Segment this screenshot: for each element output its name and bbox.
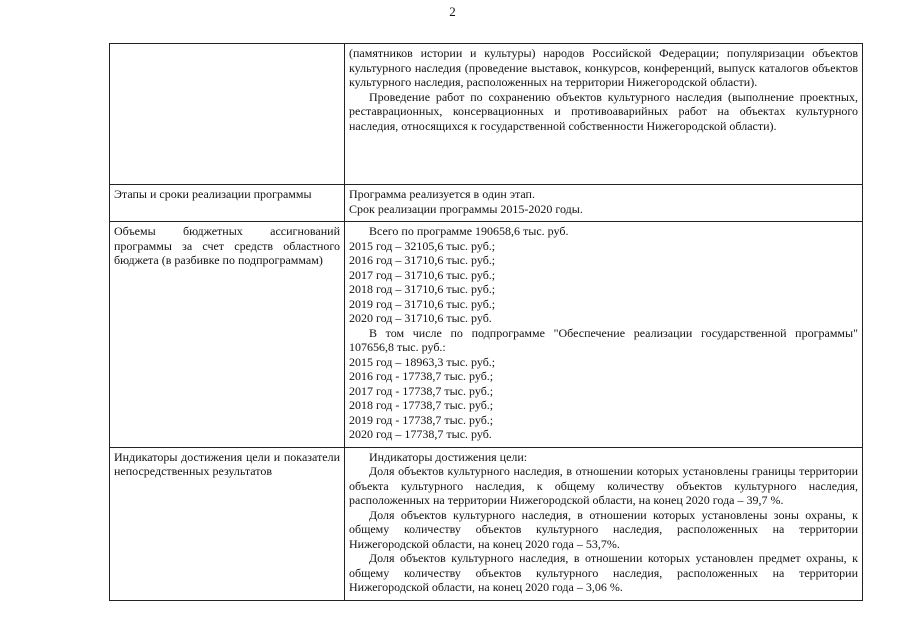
budget-year-line: 2020 год – 31710,6 тыс. руб. [349,311,492,325]
paragraph: (памятников истории и культуры) народов Российской Федерации; популяризации объектов культурного наследия (проведение выставок, конкурсов, конференций, выпуск каталогов объектов культурного наследия, расположенных на территории Нижегородской области). [349,46,858,89]
row-label-cell [110,44,345,185]
indicator-item: Доля объектов культурного наследия, в отношении которых установлен предмет охраны, к общему количеству объектов культурного наследия, расположенных на территории Нижегородской области, на конец 2020 года – 3,06 %. [349,551,858,594]
row-content-cell [345,44,863,185]
paragraph: Программа реализуется в один этап. [349,187,535,201]
table-row-budget [110,222,863,448]
page-number: 2 [449,4,456,19]
row-label-cell [110,222,345,448]
budget-total: Всего по программе 190658,6 тыс. руб. [369,224,569,238]
program-passport-table [109,43,863,601]
subprogram-year-line: 2015 год – 18963,3 тыс. руб.; [349,354,496,369]
subprogram-year-line: 2018 год - 17738,7 тыс. руб.; [349,398,494,412]
table-row-indicators [110,447,863,600]
row-content-cell [345,447,863,600]
table-row-activities [110,44,863,185]
subprogram-total: В том числе по подпрограмме "Обеспечение реализации государственной программы" 107656,8 тыс. руб.: [349,325,858,354]
indicators-heading: Индикаторы достижения цели: [369,449,528,464]
row-content-cell [345,222,863,448]
row-label-cell [110,185,345,222]
table-row-stages [110,185,863,222]
subprogram-year-line: 2020 год – 17738,7 тыс. руб. [349,427,492,441]
row-label-cell [110,447,345,600]
budget-year-line: 2015 год – 32105,6 тыс. руб.; [349,238,496,253]
budget-year-line: 2018 год – 31710,6 тыс. руб.; [349,282,496,296]
indicator-item: Доля объектов культурного наследия, в отношении которых установлены границы территории объекта культурного наследия, к общему количеству объектов культурного наследия, расположенных на территории Нижегородской области, на конец 2020 года – 39,7 %. [349,464,858,507]
subprogram-year-line: 2019 год - 17738,7 тыс. руб.; [349,412,494,427]
row-content-cell [345,185,863,222]
subprogram-year-line: 2017 год - 17738,7 тыс. руб.; [349,383,494,398]
paragraph: Проведение работ по сохранению объектов культурного наследия (выполнение проектных, реставрационных, консервационных и противоаварийных работ на объектах культурного наследия, относящихся к государственной собственности Нижегородской области). [349,89,858,133]
budget-year-line: 2019 год – 31710,6 тыс. руб.; [349,296,496,311]
row-label: Этапы и сроки реализации программы [114,187,312,201]
row-label: Объемы бюджетных ассигнований программы за счет средств областного бюджета (в разбивке по подпрограммам) [114,224,340,267]
budget-year-line: 2017 год – 31710,6 тыс. руб.; [349,267,496,282]
paragraph: Срок реализации программы 2015-2020 годы. [349,201,583,216]
row-label: Индикаторы достижения цели и показатели непосредственных результатов [114,449,340,478]
indicator-item: Доля объектов культурного наследия, в отношении которых установлены зоны охраны, к общему количеству объектов культурного наследия, расположенных на территории Нижегородской области, на конец 2020 года – 53,7%. [349,507,858,551]
budget-year-line: 2016 год – 31710,6 тыс. руб.; [349,253,496,267]
subprogram-year-line: 2016 год - 17738,7 тыс. руб.; [349,369,494,383]
